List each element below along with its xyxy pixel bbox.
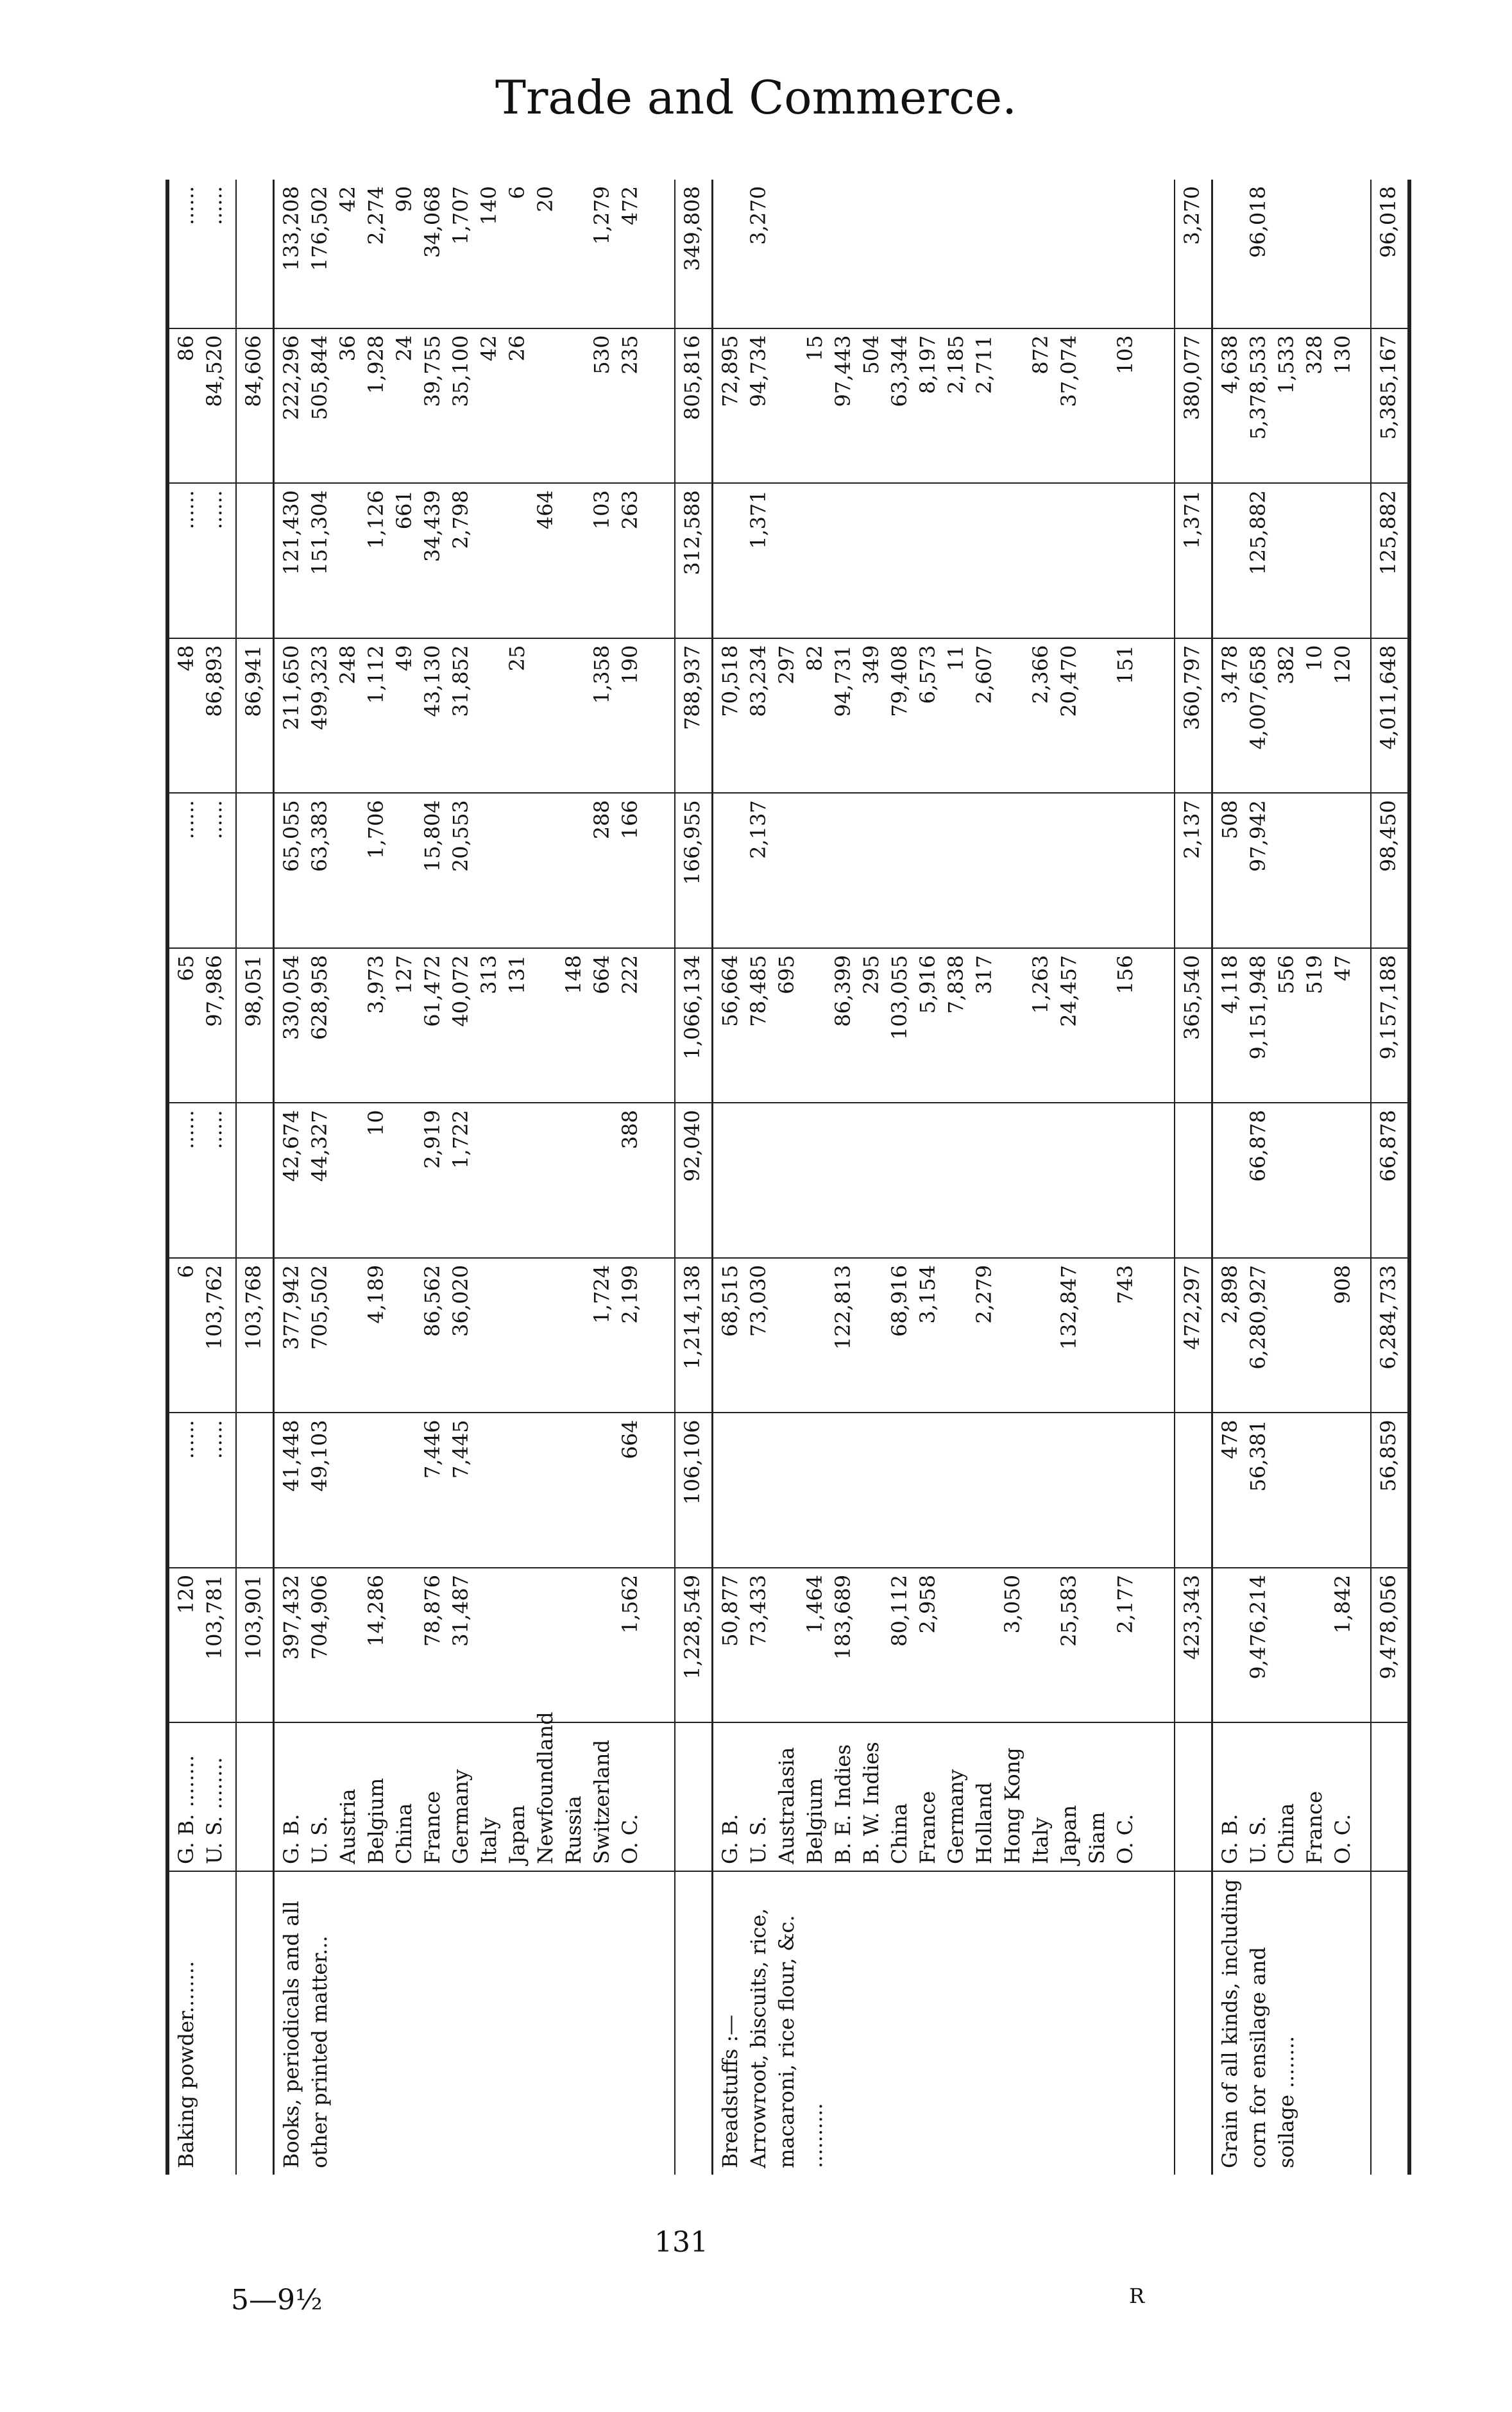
total-cell: 423,343 [1175,1568,1212,1723]
blank-cell [1175,1722,1212,1871]
total-cell: 1,228,549 [675,1568,713,1723]
blank-cell [1371,1871,1409,2175]
total-cell [236,483,274,638]
total-cell: 472,297 [1175,1258,1212,1413]
total-cell: 106,106 [675,1413,713,1568]
total-cell: 92,040 [675,1103,713,1258]
value-cell: 9,476,214 1,842 [1212,1568,1371,1723]
total-cell: 84,606 [236,328,274,484]
total-cell: 86,941 [236,638,274,794]
corner-mark: R [1129,2284,1145,2308]
total-cell: 9,157,188 [1371,948,1409,1103]
total-cell: 96,018 [1371,180,1409,328]
total-cell: 1,371 [1175,483,1212,638]
value-cell: 397,432 704,906 14,286 78,876 31,487 1,562 [274,1568,675,1723]
value-cell: 4,638 5,378,533 1,533 328 130 [1212,328,1371,484]
total-cell: 312,588 [675,483,713,638]
value-cell: 6 103,762 [167,1258,236,1413]
total-cell: 98,051 [236,948,274,1103]
total-cell: 365,540 [1175,948,1212,1103]
page-number: 131 [654,2226,708,2259]
signature-mark: 5—9½ [231,2284,323,2316]
rotated-table-container [166,180,1411,2175]
blank-cell [1371,1722,1409,1871]
value-cell: 2,898 6,280,927 908 [1212,1258,1371,1413]
value-cell: 330,054 628,958 3,973 127 61,472 40,072 313 131 148 664 222 [274,948,675,1103]
blank-cell [675,1722,713,1871]
total-cell [236,793,274,948]
total-cell: 6,284,733 [1371,1258,1409,1413]
total-cell: 9,478,056 [1371,1568,1409,1723]
total-cell: 66,878 [1371,1103,1409,1258]
table-row [167,180,236,2175]
table-row [713,180,1175,2175]
total-cell: 98,450 [1371,793,1409,948]
countries-cell: G. B. ........ U. S. ........ [167,1722,236,1871]
value-cell: ...... ...... [167,180,236,328]
total-cell: 103,768 [236,1258,274,1413]
value-cell: 56,664 78,485 695 86,399 295 103,055 5,916 7,838 317 1,263 24,457 156 [713,948,1175,1103]
value-cell: 121,430 151,304 1,126 661 34,439 2,798 464 103 263 [274,483,675,638]
value-cell: 42,674 44,327 10 2,919 1,722 388 [274,1103,675,1258]
total-cell: 3,270 [1175,180,1212,328]
blank-cell [236,1722,274,1871]
value-cell: 3,270 [713,180,1175,328]
value-cell [713,1103,1175,1258]
article-cell: Grain of all kinds, including corn for ensilage and soilage ........ [1212,1871,1371,2175]
value-cell: 96,018 [1212,180,1371,328]
value-cell: ...... ...... [167,1413,236,1568]
value-cell: 4,118 9,151,948 556 519 47 [1212,948,1371,1103]
value-cell: 65,055 63,383 1,706 15,804 20,553 288 166 [274,793,675,948]
total-cell: 4,011,648 [1371,638,1409,794]
total-cell [236,180,274,328]
value-cell [713,1413,1175,1568]
value-cell: 50,877 73,433 1,464 183,689 80,112 2,958 3,050 25,583 2,177 [713,1568,1175,1723]
total-cell: 380,077 [1175,328,1212,484]
total-cell: 805,816 [675,328,713,484]
total-cell: 788,937 [675,638,713,794]
total-cell: 125,882 [1371,483,1409,638]
value-cell: 86 84,520 [167,328,236,484]
table-frame [166,180,1411,2175]
total-cell: 1,066,134 [675,948,713,1103]
value-cell: ...... ...... [167,483,236,638]
table-row [274,180,675,2175]
total-cell: 1,214,138 [675,1258,713,1413]
value-cell: 120 103,781 [167,1568,236,1723]
value-cell: ...... ...... [167,1103,236,1258]
total-row [1371,180,1409,2175]
value-cell: 65 97,986 [167,948,236,1103]
value-cell: 222,296 505,844 36 1,928 24 39,755 35,100 42 26 530 235 [274,328,675,484]
countries-cell: G. B. U. S. Australasia Belgium B. E. Indies B. W. Indies China France Germany Holland Hong Kong Italy Japan Siam O. C. [713,1722,1175,1871]
article-cell: Books, periodicals and all other printed matter... [274,1871,675,2175]
trade-table [166,180,1411,2175]
total-cell: 5,385,167 [1371,328,1409,484]
article-cell: Baking powder........ [167,1871,236,2175]
article-cell: Breadstuffs :— Arrowroot, biscuits, rice, macaroni, rice flour, &c. .......... [713,1871,1175,2175]
value-cell: 211,650 499,323 248 1,112 49 43,130 31,852 25 1,358 190 [274,638,675,794]
value-cell: 48 86,893 [167,638,236,794]
value-cell: 2,137 [713,793,1175,948]
total-cell: 103,901 [236,1568,274,1723]
value-cell: ...... ...... [167,793,236,948]
value-cell: 68,515 73,030 122,813 68,916 3,154 2,279 132,847 743 [713,1258,1175,1413]
total-cell [236,1413,274,1568]
total-cell [1175,1413,1212,1568]
value-cell: 125,882 [1212,483,1371,638]
value-cell: 1,371 [713,483,1175,638]
countries-cell: G. B. U. S. China France O. C. [1212,1722,1371,1871]
total-row [1175,180,1212,2175]
total-cell: 360,797 [1175,638,1212,794]
total-cell: 166,955 [675,793,713,948]
value-cell: 70,518 83,234 297 82 94,731 349 79,408 6,573 11 2,607 2,366 20,470 151 [713,638,1175,794]
total-cell: 2,137 [1175,793,1212,948]
value-cell: 133,208 176,502 42 2,274 90 34,068 1,707 140 6 20 1,279 472 [274,180,675,328]
running-header: Trade and Commerce. [495,71,1017,124]
value-cell: 66,878 [1212,1103,1371,1258]
value-cell: 41,448 49,103 7,446 7,445 664 [274,1413,675,1568]
blank-cell [236,1871,274,2175]
value-cell: 377,942 705,502 4,189 86,562 36,020 1,724 2,199 [274,1258,675,1413]
total-row [675,180,713,2175]
value-cell: 72,895 94,734 15 97,443 504 63,344 8,197 2,185 2,711 872 37,074 103 [713,328,1175,484]
total-cell: 349,808 [675,180,713,328]
table-row [1212,180,1371,2175]
table-body [167,180,1409,2175]
blank-cell [675,1871,713,2175]
total-cell: 56,859 [1371,1413,1409,1568]
countries-cell: G. B. U. S. Austria Belgium China France Germany Italy Japan Newfoundland Russia Switzerland O. C. [274,1722,675,1871]
total-row [236,180,274,2175]
total-cell [1175,1103,1212,1258]
total-cell [236,1103,274,1258]
blank-cell [1175,1871,1212,2175]
value-cell: 508 97,942 [1212,793,1371,948]
value-cell: 3,478 4,007,658 382 10 120 [1212,638,1371,794]
value-cell: 478 56,381 [1212,1413,1371,1568]
